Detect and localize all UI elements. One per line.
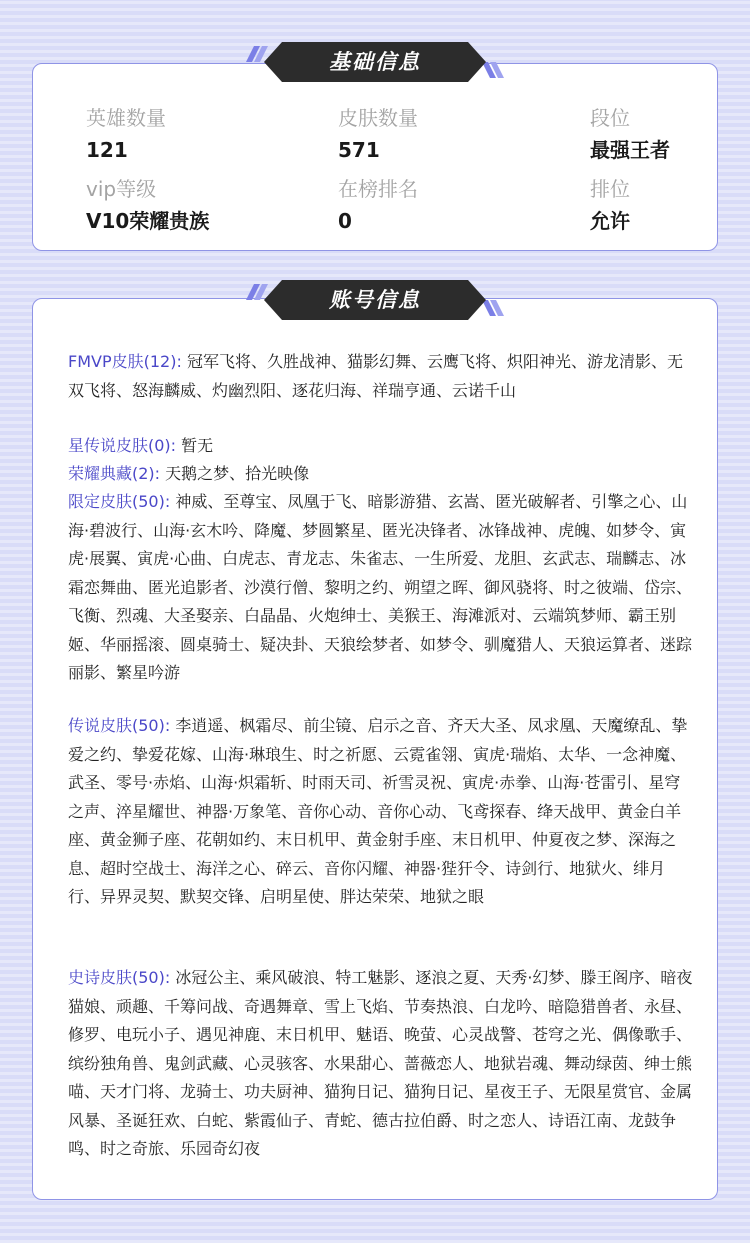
skin-section-title: 史诗皮肤(50):: [68, 968, 171, 987]
skin-section-title: 限定皮肤(50):: [68, 492, 171, 511]
account-info-title: 账号信息: [329, 288, 421, 312]
skin-section-title: 传说皮肤(50):: [68, 716, 171, 735]
skin-section-items: 李逍遥、枫霜尽、前尘镜、启示之音、齐天大圣、凤求凰、天魔缭乱、挚爱之约、挚爱花嫁、山海·琳琅生、时之祈愿、云霓雀翎、寅虎·瑞焰、太华、一念神魔、武圣、零号·赤焰、山海·炽霜斩、时雨天司、祈雪灵祝、寅虎·赤拳、山海·苍雷引、星穹之声、淬星耀世、神器·万象笔、音你心动、音你心动、飞鸢探春、绛天战甲、黄金白羊座、黄金狮子座、花朝如约、末日机甲、黄金射手座、末日机甲、仲夏夜之梦、深海之息、超时空战士、海洋之心、碎云、音你闪耀、神器·狴犴令、诗剑行、地狱火、绯月行、异界灵契、默契交锋、启明星使、胖达荣荣、地狱之眼: [68, 716, 688, 906]
skin-section-epic: [68, 964, 694, 1164]
skin-section-items: 天鹅之梦、拾光映像: [165, 464, 310, 483]
basic-info-title: 基础信息: [329, 50, 421, 74]
skin-section-title: 星传说皮肤(0):: [68, 436, 177, 455]
stat-leaderboard-rank: [338, 175, 538, 235]
stat-label: 皮肤数量: [338, 106, 418, 130]
stat-rank-tier: [590, 104, 710, 164]
skin-section-fmvp: [68, 348, 694, 405]
stat-value: 0: [338, 209, 352, 233]
stat-label: 英雄数量: [86, 106, 166, 130]
skin-section-items: 暂无: [181, 436, 214, 455]
stat-label: vip等级: [86, 177, 157, 201]
skin-section-glory-collection: [68, 460, 694, 489]
stat-label: 段位: [590, 106, 630, 130]
stat-value: 最强王者: [590, 138, 670, 162]
stat-label: 排位: [590, 177, 630, 201]
skin-section-items: 冰冠公主、乘风破浪、特工魅影、逐浪之夏、天秀·幻梦、滕王阁序、暗夜猫娘、顽趣、千筹问战、奇遇舞章、雪上飞焰、节奏热浪、白龙吟、暗隐猎兽者、永昼、修罗、电玩小子、遇见神鹿、末日机甲、魅语、晚萤、心灵战警、苍穹之光、偶像歌手、缤纷独角兽、鬼剑武藏、心灵骇客、水果甜心、蔷薇恋人、地狱岩魂、舞动绿茵、绅士熊喵、天才门将、龙骑士、功夫厨神、猫狗日记、猫狗日记、星夜王子、无限星赏官、金属风暴、圣诞狂欢、白蛇、紫霞仙子、青蛇、德古拉伯爵、时之恋人、诗语江南、龙鼓争鸣、时之奇旅、乐园奇幻夜: [68, 968, 693, 1158]
skin-section-title: 荣耀典藏(2):: [68, 464, 161, 483]
skin-section-limited: [68, 488, 694, 688]
stat-skin-count: [338, 104, 538, 164]
stat-label: 在榜排名: [338, 177, 418, 201]
stat-value: 571: [338, 138, 380, 162]
stat-value: 允许: [590, 209, 630, 233]
skin-section-title: FMVP皮肤(12):: [68, 352, 182, 371]
account-info-banner: [240, 276, 510, 324]
skin-section-legend: [68, 712, 694, 912]
basic-info-banner: [240, 38, 510, 86]
stat-value: V10荣耀贵族: [86, 209, 210, 233]
stat-ranked-allowed: [590, 175, 710, 235]
skin-section-items: 冠军飞将、久胜战神、猫影幻舞、云鹰飞将、炽阳神光、游龙清影、无双飞将、怒海麟威、灼幽烈阳、逐花归海、祥瑞亨通、云诺千山: [68, 352, 683, 400]
skin-section-items: 神威、至尊宝、凤凰于飞、暗影游猎、玄嵩、匿光破解者、引擎之心、山海·碧波行、山海·玄木吟、降魔、梦圆繁星、匿光决锋者、冰锋战神、虎魄、如梦令、寅虎·展翼、寅虎·心曲、白虎志、青龙志、朱雀志、一生所爱、龙胆、玄武志、瑞麟志、冰霜恋舞曲、匿光追影者、沙漠行僧、黎明之约、朔望之晖、御风骁将、时之彼端、岱宗、飞衡、烈魂、大圣娶亲、白晶晶、火炮绅士、美猴王、海滩派对、云端筑梦师、霸王别姬、华丽摇滚、圆桌骑士、疑决卦、天狼绘梦者、如梦令、驯魔猎人、天狼运算者、迷踪丽影、繁星吟游: [68, 492, 693, 682]
stat-vip-level: [86, 175, 286, 235]
skin-section-star-legend: [68, 432, 694, 461]
stat-value: 121: [86, 138, 128, 162]
stat-hero-count: [86, 104, 286, 164]
